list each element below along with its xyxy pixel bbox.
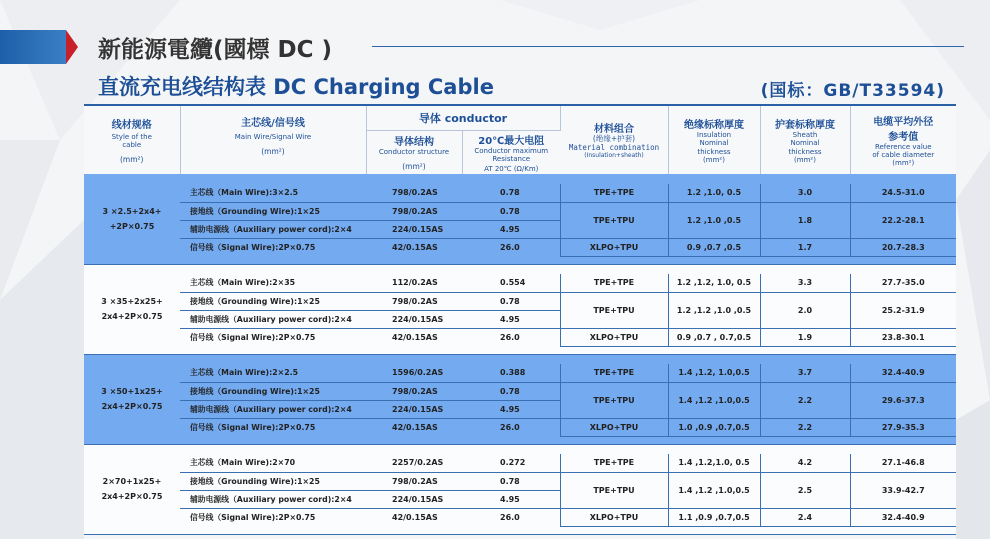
cable-diameter: 25.2-31.9	[850, 292, 956, 328]
group-bottom-spacer	[84, 346, 956, 354]
conductor-structure: 224/0.15AS	[366, 220, 462, 238]
wire-label: 主芯线（Main Wire):2×2.5	[180, 364, 366, 382]
insulation-thickness: 1.2 ,1.0, 0.5	[668, 184, 760, 202]
conductor-structure: 1596/0.2AS	[366, 364, 462, 382]
max-resistance: 4.95	[462, 220, 560, 238]
group-spacer-row	[84, 444, 956, 454]
material-combination: TPE+TPU	[560, 472, 668, 508]
col-header-structure: 导体结构 Conductor structure (mm²)	[366, 130, 462, 174]
header-red-arrow	[66, 30, 78, 64]
max-resistance: 0.78	[462, 472, 560, 490]
conductor-structure: 42/0.15AS	[366, 508, 462, 526]
group-bottom-spacer	[84, 436, 956, 444]
cable-diameter: 20.7-28.3	[850, 238, 956, 256]
insulation-thickness: 1.4 ,1.2, 1.0,0.5	[668, 364, 760, 382]
cable-size-line2: 2x4+2P×0.75	[101, 402, 163, 411]
sheath-thickness: 2.2	[760, 382, 850, 418]
max-resistance: 4.95	[462, 400, 560, 418]
cable-size	[84, 444, 180, 534]
sheath-thickness: 1.7	[760, 238, 850, 256]
conductor-structure: 224/0.15AS	[366, 490, 462, 508]
insulation-thickness: 1.4 ,1.2 ,1.0,0.5	[668, 472, 760, 508]
cable-diameter: 29.6-37.3	[850, 382, 956, 418]
insulation-thickness: 1.4 ,1.2,1.0, 0.5	[668, 454, 760, 472]
sheath-thickness: 2.4	[760, 508, 850, 526]
insulation-thickness: 1.0 ,0.9 ,0.7,0.5	[668, 418, 760, 436]
table-row	[84, 238, 956, 256]
wire-label: 辅助电源线（Auxiliary power cord):2×4	[180, 490, 366, 508]
sheath-thickness: 4.2	[760, 454, 850, 472]
standard-label: (国标：GB/T33594)	[760, 81, 945, 101]
cable-diameter: 22.2-28.1	[850, 202, 956, 238]
page-title: 新能源電纜(國標 DC )	[98, 37, 333, 63]
table-title: 直流充电线结构表 DC Charging Cable	[98, 75, 494, 99]
group-bottom-spacer	[84, 256, 956, 264]
max-resistance: 26.0	[462, 328, 560, 346]
cable-diameter: 27.7-35.0	[850, 274, 956, 292]
insulation-thickness: 0.9 ,0.7 ,0.5	[668, 238, 760, 256]
sheath-thickness: 3.0	[760, 184, 850, 202]
conductor-structure: 224/0.15AS	[366, 400, 462, 418]
material-combination: XLPO+TPU	[560, 328, 668, 346]
col-header-main-wire: 主芯线/信号线 Main Wire/Signal Wire (mm²)	[180, 106, 366, 174]
table-row	[84, 418, 956, 436]
max-resistance: 4.95	[462, 310, 560, 328]
conductor-structure: 42/0.15AS	[366, 328, 462, 346]
insulation-thickness: 1.2 ,1.2, 1.0, 0.5	[668, 274, 760, 292]
header-divider	[372, 46, 964, 47]
material-combination: TPE+TPE	[560, 454, 668, 472]
insulation-thickness: 1.1 ,0.9 ,0.7,0.5	[668, 508, 760, 526]
cable-size-line1: 2×70+1x25+	[102, 476, 162, 486]
table-row	[84, 454, 956, 472]
wire-label: 信号线（Signal Wire):2P×0.75	[180, 328, 366, 346]
table-row	[84, 328, 956, 346]
group-spacer-row	[84, 174, 956, 184]
insulation-thickness: 1.4 ,1.2 ,1.0,0.5	[668, 382, 760, 418]
sheath-thickness: 2.0	[760, 292, 850, 328]
material-combination: XLPO+TPU	[560, 418, 668, 436]
cable-size-line1: 3 ×35+2x25+	[101, 296, 163, 306]
wire-label: 信号线（Signal Wire):2P×0.75	[180, 418, 366, 436]
max-resistance: 26.0	[462, 418, 560, 436]
group-spacer-row	[84, 354, 956, 364]
max-resistance: 0.78	[462, 202, 560, 220]
max-resistance: 0.388	[462, 364, 560, 382]
cable-size-line2: +2P×0.75	[109, 221, 155, 231]
max-resistance: 26.0	[462, 508, 560, 526]
cable-diameter: 24.5-31.0	[850, 184, 956, 202]
sheath-thickness: 1.9	[760, 328, 850, 346]
conductor-structure: 42/0.15AS	[366, 418, 462, 436]
table-row	[84, 382, 956, 400]
wire-label: 信号线（Signal Wire):2P×0.75	[180, 238, 366, 256]
conductor-structure: 798/0.2AS	[366, 202, 462, 220]
material-combination: XLPO+TPU	[560, 508, 668, 526]
wire-label: 接地线（Grounding Wire):1×25	[180, 382, 366, 400]
conductor-structure: 2257/0.2AS	[366, 454, 462, 472]
insulation-thickness: 1.2 ,1.2 ,1.0 ,0.5	[668, 292, 760, 328]
max-resistance: 26.0	[462, 238, 560, 256]
wire-label: 接地线（Grounding Wire):1×25	[180, 202, 366, 220]
conductor-structure: 798/0.2AS	[366, 184, 462, 202]
wire-label: 主芯线（Main Wire):2×35	[180, 274, 366, 292]
cable-size-line1: 3 ×50+1x25+	[101, 386, 163, 396]
max-resistance: 0.78	[462, 292, 560, 310]
sheath-thickness: 3.7	[760, 364, 850, 382]
group-spacer-row	[84, 264, 956, 274]
conductor-structure: 42/0.15AS	[366, 238, 462, 256]
material-combination: TPE+TPE	[560, 184, 668, 202]
conductor-structure: 112/0.2AS	[366, 274, 462, 292]
sheath-thickness: 2.2	[760, 418, 850, 436]
insulation-thickness: 1.2 ,1.0 ,0.5	[668, 202, 760, 238]
cable-size	[84, 174, 180, 264]
col-header-conductor-group: 导体 conductor	[366, 106, 560, 130]
cable-spec-table	[84, 106, 956, 535]
col-header-size: 线材规格 Style of the cable (mm²)	[84, 106, 180, 174]
conductor-structure: 798/0.2AS	[366, 472, 462, 490]
cable-size	[84, 354, 180, 444]
cable-size-line1: 3 ×2.5+2x4+	[102, 206, 162, 216]
table-row	[84, 184, 956, 202]
header-accent-bar	[0, 30, 66, 64]
max-resistance: 0.78	[462, 382, 560, 400]
wire-label: 辅助电源线（Auxiliary power cord):2×4	[180, 220, 366, 238]
col-header-diameter: 电缆平均外径 参考值 Reference value of cable diameter (mm²)	[850, 106, 956, 174]
material-combination: TPE+TPU	[560, 382, 668, 418]
col-header-resistance: 20℃最大电阻 Conductor maximum Resistance AT 20℃ (Ω/Km)	[462, 130, 560, 174]
wire-label: 主芯线（Main Wire):3×2.5	[180, 184, 366, 202]
insulation-thickness: 0.9 ,0.7 , 0.7,0.5	[668, 328, 760, 346]
col-header-material: 材料组合 (绝缘+护套) Material combination (Insulation+sheath)	[560, 106, 668, 174]
table-row	[84, 274, 956, 292]
table-row	[84, 202, 956, 220]
cable-diameter: 32.4-40.9	[850, 364, 956, 382]
cable-diameter: 27.9-35.3	[850, 418, 956, 436]
wire-label: 接地线（Grounding Wire):1×25	[180, 292, 366, 310]
cable-diameter: 23.8-30.1	[850, 328, 956, 346]
wire-label: 辅助电源线（Auxiliary power cord):2×4	[180, 400, 366, 418]
max-resistance: 0.78	[462, 184, 560, 202]
table-row	[84, 472, 956, 490]
col-header-insulation: 绝缘标称厚度 Insulation Nominal thickness (mm²)	[668, 106, 760, 174]
cable-diameter: 27.1-46.8	[850, 454, 956, 472]
material-combination: TPE+TPE	[560, 274, 668, 292]
cable-size	[84, 264, 180, 354]
sheath-thickness: 1.8	[760, 202, 850, 238]
cable-diameter: 32.4-40.9	[850, 508, 956, 526]
max-resistance: 0.554	[462, 274, 560, 292]
cable-diameter: 33.9-42.7	[850, 472, 956, 508]
sheath-thickness: 3.3	[760, 274, 850, 292]
max-resistance: 4.95	[462, 490, 560, 508]
conductor-structure: 798/0.2AS	[366, 382, 462, 400]
table-row	[84, 508, 956, 526]
cable-size-line2: 2x4+2P×0.75	[101, 312, 163, 321]
cable-size-line2: 2x4+2P×0.75	[101, 492, 163, 501]
material-combination: TPE+TPU	[560, 292, 668, 328]
conductor-structure: 798/0.2AS	[366, 292, 462, 310]
wire-label: 信号线（Signal Wire):2P×0.75	[180, 508, 366, 526]
table-row	[84, 292, 956, 310]
table-row	[84, 364, 956, 382]
group-bottom-spacer	[84, 526, 956, 534]
sheath-thickness: 2.5	[760, 472, 850, 508]
wire-label: 辅助电源线（Auxiliary power cord):2×4	[180, 310, 366, 328]
material-combination: TPE+TPE	[560, 364, 668, 382]
max-resistance: 0.272	[462, 454, 560, 472]
col-header-sheath: 护套标称厚度 Sheath Nominal thickness (mm²)	[760, 106, 850, 174]
material-combination: TPE+TPU	[560, 202, 668, 238]
material-combination: XLPO+TPU	[560, 238, 668, 256]
wire-label: 主芯线（Main Wire):2×70	[180, 454, 366, 472]
conductor-structure: 224/0.15AS	[366, 310, 462, 328]
wire-label: 接地线（Grounding Wire):1×25	[180, 472, 366, 490]
